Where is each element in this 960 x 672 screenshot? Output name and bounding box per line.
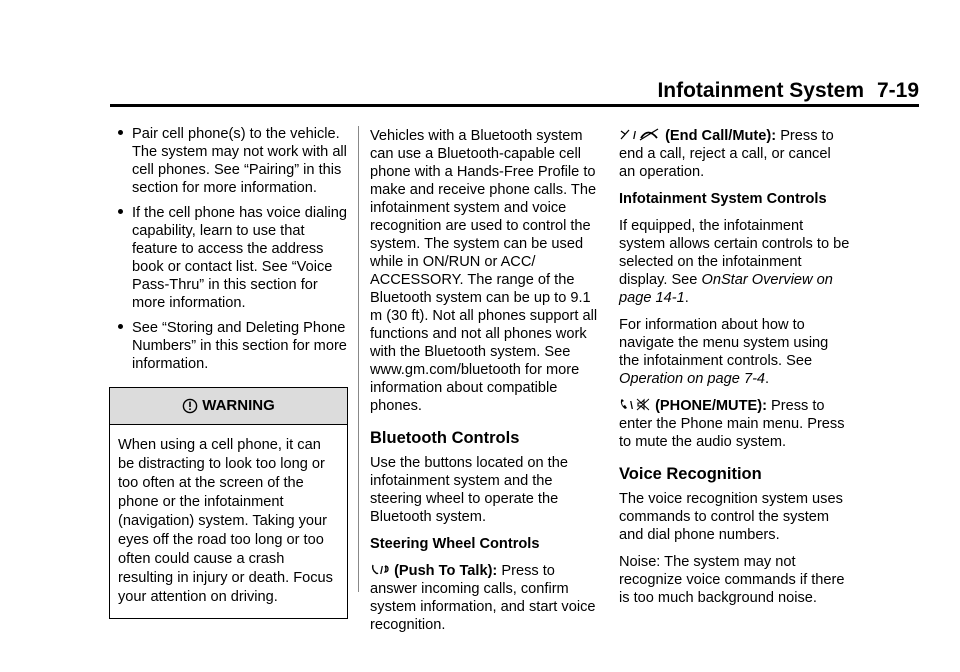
push-to-talk-entry bbox=[370, 562, 598, 634]
column-1 bbox=[117, 125, 353, 619]
steering-wheel-heading: Steering Wheel Controls bbox=[370, 536, 540, 552]
infotainment-controls-text bbox=[619, 217, 850, 307]
infotainment-controls-heading: Infotainment System Controls bbox=[619, 191, 827, 207]
push-to-talk-label: (Push To Talk): bbox=[394, 563, 498, 579]
column-2 bbox=[370, 127, 598, 643]
noise-text: The system may not recognize voice commands if there is too much background noise. bbox=[619, 554, 845, 606]
navigation-text: For information about how to navigate the menu system using the infotainment controls. See bbox=[619, 317, 829, 369]
navigation-info bbox=[619, 316, 850, 388]
end-call-icon bbox=[619, 128, 661, 141]
svg-text:\: \ bbox=[630, 400, 634, 411]
operation-link[interactable]: Operation on page 7-4 bbox=[619, 371, 766, 387]
period: . bbox=[765, 371, 770, 387]
bullet-icon bbox=[118, 130, 123, 135]
voice-recognition-text: The voice recognition system uses commands to control the system and dial phone numbers. bbox=[619, 491, 843, 543]
bluetooth-controls-text: Use the buttons located on the infotainment system and the steering wheel to operate the Bluetooth system. bbox=[370, 455, 568, 525]
end-call-entry bbox=[619, 127, 850, 181]
list-item bbox=[117, 204, 353, 312]
end-call-text: Press to end a call, reject a call, or cancel an operation. bbox=[619, 128, 834, 180]
noise-label: Noise: bbox=[619, 554, 661, 570]
list-item bbox=[117, 319, 353, 373]
column-divider bbox=[358, 126, 359, 592]
column-3 bbox=[619, 127, 850, 616]
warning-text: When using a cell phone, it can be distracting to look too long or too often at the screen of the phone or the infotainment (navigation) system. Taking your eyes off the road too long or too often could cause a crash resulting in injury or death. Focus your attention on driving. bbox=[118, 437, 333, 605]
bullet-icon bbox=[118, 209, 123, 214]
noise-entry bbox=[619, 553, 850, 607]
end-call-label: (End Call/Mute): bbox=[665, 128, 777, 144]
bullet-text: Pair cell phone(s) to the vehicle. The system may not work with all cell phones. See “Pairing” in this section for more information. bbox=[132, 126, 347, 196]
push-to-talk-text: Press to answer incoming calls, confirm system information, and start voice recognition. bbox=[370, 563, 596, 633]
phone-mute-label: (PHONE/MUTE): bbox=[655, 398, 767, 414]
push-to-talk-icon bbox=[370, 563, 390, 576]
warning-icon bbox=[182, 398, 198, 414]
svg-text:/: / bbox=[633, 130, 637, 141]
bullet-icon bbox=[118, 324, 123, 329]
warning-title: WARNING bbox=[202, 397, 275, 414]
bullet-text: If the cell phone has voice dialing capability, learn to use that feature to access the address book or contact list. See “Voice Pass-Thru” in this section for more information. bbox=[132, 205, 347, 311]
bluetooth-intro: Vehicles with a Bluetooth system can use a Bluetooth-capable cell phone with a Hands-Free Profile to make and receive phone calls. The infotainment system and voice recognition are used to control the system. The system can be used while in ON/RUN or ACC/ ACCESSORY. The range of the Bluetooth system can be up to 9.1 m (30 ft). Not all phones support all functions and not all phones work with the Bluetooth system. See www.gm.com/bluetooth for more information about compatible phones. bbox=[370, 128, 598, 414]
phone-icon bbox=[619, 398, 651, 411]
list-item bbox=[117, 125, 353, 197]
voice-recognition-heading: Voice Recognition bbox=[619, 465, 762, 483]
bullet-text: See “Storing and Deleting Phone Numbers” in this section for more information. bbox=[132, 320, 347, 372]
section-title: Infotainment System bbox=[657, 79, 864, 102]
phone-mute-text: Press to enter the Phone main menu. Press to mute the audio system. bbox=[619, 398, 845, 450]
onstar-link[interactable]: OnStar Overview on page 14-1 bbox=[619, 272, 833, 306]
warning-box bbox=[109, 387, 348, 619]
infotainment-text: If equipped, the infotainment system allows certain controls to be selected on the infotainment display. See bbox=[619, 218, 850, 288]
page-number: 7-19 bbox=[876, 79, 919, 102]
period: . bbox=[684, 290, 689, 306]
header-rule bbox=[110, 104, 919, 107]
phone-mute-entry bbox=[619, 397, 850, 451]
bluetooth-controls-heading: Bluetooth Controls bbox=[370, 429, 520, 447]
svg-text:/: / bbox=[380, 565, 384, 576]
warning-header bbox=[110, 388, 347, 425]
